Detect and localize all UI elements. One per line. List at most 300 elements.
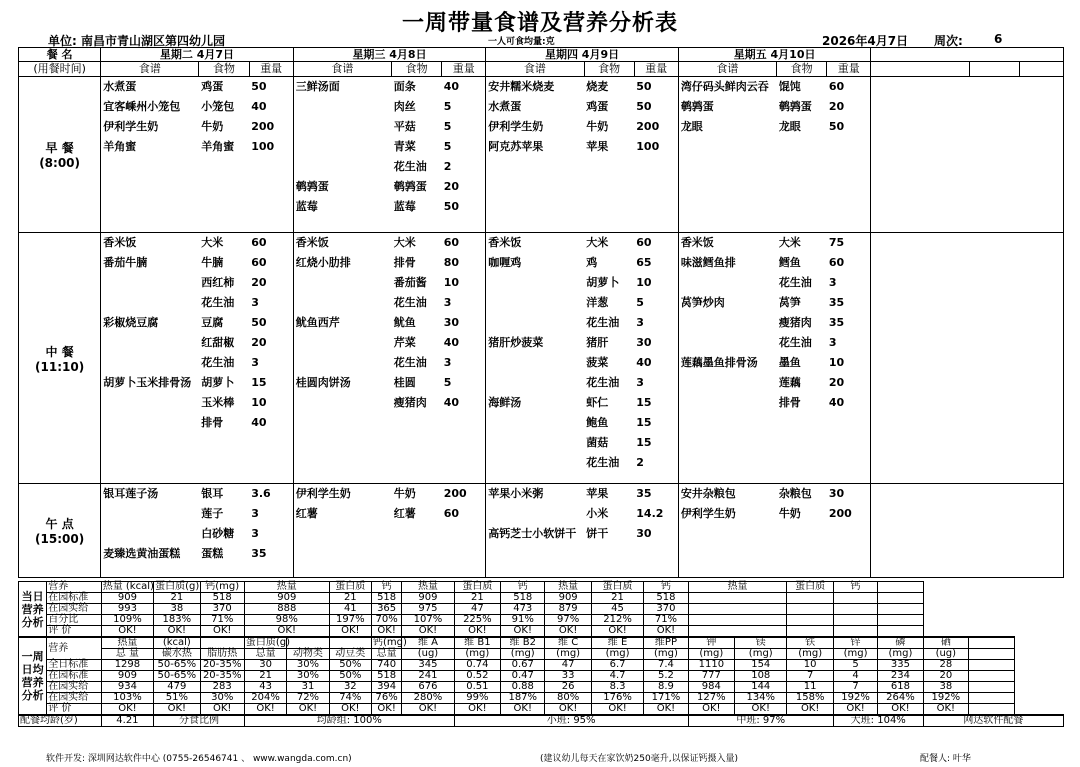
menu-food: 芹菜 <box>393 336 416 349</box>
weekly-value: OK! <box>688 704 734 716</box>
weekly-col-header <box>287 637 329 649</box>
menu-recipe: 三鲜汤面 <box>295 80 340 93</box>
weekly-value: 777 <box>688 671 734 682</box>
weekly-value: 8.9 <box>644 682 688 693</box>
menu-food: 玉米棒 <box>201 396 235 409</box>
weekly-value: 264% <box>878 693 923 704</box>
meal-time-header: (用餐时间) <box>19 62 101 77</box>
lunch-row <box>19 233 1064 484</box>
weekly-col-header <box>329 637 371 649</box>
daily-value: 888 <box>244 604 329 615</box>
weekly-row-label: 全日标准 <box>47 660 101 671</box>
menu-food: 花生油 <box>393 356 427 369</box>
weekly-value: 26 <box>545 682 591 693</box>
weekly-spacer <box>969 649 1015 660</box>
daily-value: 21 <box>154 593 200 604</box>
weekly-value: 0.52 <box>454 671 500 682</box>
menu-food: 银耳 <box>201 487 224 500</box>
menu-item <box>486 233 678 253</box>
menu-recipe: 宜客嵊州小笼包 <box>103 100 181 113</box>
menu-item <box>294 273 486 293</box>
menu-food: 红甜椒 <box>201 336 235 349</box>
daily-value: 47 <box>454 604 500 615</box>
daily-value: 365 <box>371 604 401 615</box>
menu-food: 莲子 <box>201 507 224 520</box>
daily-value: OK! <box>454 626 500 638</box>
menu-item <box>486 453 678 473</box>
menu-item <box>486 137 678 157</box>
weekly-value: 171% <box>644 693 688 704</box>
menu-item <box>679 484 871 504</box>
weekly-value: 0.67 <box>501 660 545 671</box>
weekly-value: 4.7 <box>591 671 643 682</box>
daily-value: 109% <box>101 615 153 626</box>
menu-weight: 20 <box>828 376 845 389</box>
weekly-value: OK! <box>154 704 200 716</box>
day-header: 星期五 4月10日 <box>678 48 871 62</box>
weekly-value: 0.74 <box>454 660 500 671</box>
daily-value: 183% <box>154 615 200 626</box>
menu-item <box>486 273 678 293</box>
menu-item <box>294 484 486 504</box>
menu-food: 苹果 <box>586 140 609 153</box>
menu-item <box>101 137 293 157</box>
col-food: 食物 <box>392 62 442 77</box>
daily-value: 518 <box>644 593 688 604</box>
menu-weight: 2 <box>636 456 644 469</box>
weekly-col-header: (kcal) <box>154 637 200 649</box>
menu-weight: 3.6 <box>251 487 271 500</box>
weekly-value: 740 <box>371 660 401 671</box>
weekly-col-header: 铁 <box>787 637 833 649</box>
weekly-value: 99% <box>454 693 500 704</box>
daily-value: 909 <box>101 593 153 604</box>
menu-recipe: 香米饭 <box>488 236 522 249</box>
menu-cell <box>871 484 1064 578</box>
menu-cell <box>871 77 1064 233</box>
daily-value: 71% <box>200 615 244 626</box>
menu-food: 蛋糕 <box>201 547 224 560</box>
menu-weight: 50 <box>251 80 267 93</box>
daily-value: OK! <box>244 626 329 638</box>
menu-recipe: 香米饭 <box>103 236 137 249</box>
menu-food: 花生油 <box>778 276 812 289</box>
menu-cell <box>871 233 1064 484</box>
menu-weight: 3 <box>251 507 259 520</box>
weekly-value: 51% <box>154 693 200 704</box>
weekly-value: 108 <box>735 671 787 682</box>
menu-recipe: 银耳莲子汤 <box>103 487 159 500</box>
menu-item <box>679 293 871 313</box>
weekly-col-header: 维 B2 <box>501 637 545 649</box>
daily-col-header: 蛋白质(g) <box>155 581 200 592</box>
day-header <box>871 48 1064 62</box>
menu-recipe: 番茄牛腩 <box>103 256 148 269</box>
daily-col-header: 热量 <box>402 582 454 593</box>
menu-item <box>294 293 486 313</box>
weekly-col-header: 蛋白质(g) <box>245 637 291 648</box>
menu-food: 牛奶 <box>393 487 416 500</box>
menu-weight: 20 <box>443 180 460 193</box>
weekly-value: OK! <box>371 704 401 716</box>
mid-class: 中班: 97% <box>688 715 833 727</box>
weekly-value: 33 <box>545 671 591 682</box>
daily-value: 909 <box>244 593 329 604</box>
menu-food: 青菜 <box>393 140 416 153</box>
menu-weight: 200 <box>251 120 275 133</box>
menu-weight: 10 <box>251 396 267 409</box>
weekly-value: OK! <box>402 704 454 716</box>
weekly-value: OK! <box>101 704 153 716</box>
menu-recipe: 莲藕墨鱼排骨汤 <box>680 356 758 369</box>
page-title: 一周带量食谱及营养分析表 <box>401 11 678 36</box>
weekly-col-header: 锌 <box>833 637 877 649</box>
menu-weight: 60 <box>828 256 845 269</box>
menu-weight: 3 <box>251 296 259 309</box>
daily-value: 21 <box>454 593 500 604</box>
weekly-value: OK! <box>329 704 371 716</box>
menu-weight: 100 <box>251 140 275 153</box>
menu-weight: 3 <box>636 376 644 389</box>
weekly-value: 30 <box>244 660 286 671</box>
daily-value: 909 <box>402 593 454 604</box>
menu-food: 排骨 <box>201 416 224 429</box>
weekly-value: 0.88 <box>501 682 545 693</box>
menu-weight: 200 <box>636 120 660 133</box>
col-recipe: 食谱 <box>678 62 776 77</box>
weekly-value: 20 <box>923 671 968 682</box>
daily-col-header: 蛋白质 <box>591 582 643 593</box>
menu-food: 猪肝 <box>586 336 609 349</box>
daily-value: OK! <box>101 626 153 638</box>
menu-weight: 75 <box>828 236 845 249</box>
weekly-value: 32 <box>329 682 371 693</box>
weekly-value: OK! <box>287 704 329 716</box>
menu-recipe: 莴笋炒肉 <box>680 296 725 309</box>
menu-weight: 60 <box>251 236 267 249</box>
weekly-value: 4 <box>833 671 877 682</box>
menu-weight: 60 <box>636 236 652 249</box>
weekly-value: 241 <box>402 671 454 682</box>
weekly-row <box>19 704 1064 716</box>
weekly-value: 74% <box>329 693 371 704</box>
menu-cell <box>101 77 294 233</box>
menu-weight: 40 <box>251 100 267 113</box>
menu-item <box>486 373 678 393</box>
menu-cell <box>293 77 486 233</box>
breakfast-row <box>19 77 1064 233</box>
menu-recipe: 湾仔码头鲜肉云吞 <box>680 80 769 93</box>
daily-col-header: 钙 <box>501 582 545 593</box>
weekly-row <box>19 649 1064 660</box>
menu-cell <box>486 77 679 233</box>
menu-item <box>486 313 678 333</box>
weekly-col-header: 钙(mg) <box>372 637 407 648</box>
menu-weight: 3 <box>443 296 452 309</box>
daily-value: 38 <box>154 604 200 615</box>
weekly-row <box>19 671 1064 682</box>
menu-weight: 40 <box>828 396 845 409</box>
menu-weight: 10 <box>636 276 652 289</box>
ratio-label: 分食比例 <box>154 715 245 727</box>
menu-weight: 15 <box>636 396 652 409</box>
menu-food: 鹌鹑蛋 <box>393 180 427 193</box>
menu-item <box>294 197 486 217</box>
daily-value: OK! <box>402 626 454 638</box>
menu-item <box>679 233 871 253</box>
unit-label: 单位: 南昌市青山湖区第四幼儿园 <box>48 34 225 48</box>
menu-weight: 35 <box>828 316 845 329</box>
menu-item <box>101 373 293 393</box>
menu-item <box>486 524 678 544</box>
menu-weight: 5 <box>443 100 452 113</box>
daily-value: 71% <box>644 615 688 626</box>
menu-item <box>679 253 871 273</box>
menu-weight: 40 <box>443 80 460 93</box>
menu-weight: 200 <box>828 507 852 520</box>
weekly-row <box>19 660 1064 671</box>
weekly-col-header: 维 E <box>591 637 643 649</box>
menu-recipe: 伊利学生奶 <box>488 120 544 133</box>
menu-item <box>486 504 678 524</box>
weekly-value: 50% <box>329 671 371 682</box>
menu-food: 花生油 <box>201 296 235 309</box>
menu-item <box>101 413 293 433</box>
menu-food: 大米 <box>586 236 609 249</box>
menu-weight: 3 <box>443 356 452 369</box>
menu-item <box>486 333 678 353</box>
daily-value <box>787 593 833 604</box>
weekly-value: 30% <box>287 671 329 682</box>
footer-developer: 软件开发: 深圳网达软件中心 (0755-26546741 、 www.wangda.com.cn) <box>46 754 352 764</box>
daily-value: 41 <box>329 604 371 615</box>
age-label: 配餐均龄(岁) <box>19 715 102 727</box>
menu-food: 胡萝卜 <box>201 376 235 389</box>
col-recipe: 食谱 <box>486 62 584 77</box>
menu-item <box>294 157 486 177</box>
menu-weight: 2 <box>443 160 452 173</box>
menu-weight: 3 <box>251 356 259 369</box>
weekly-col-header: 硒 <box>923 637 968 649</box>
weekly-col-unit: (mg) <box>501 649 545 660</box>
daily-value: 21 <box>329 593 371 604</box>
menu-item <box>486 97 678 117</box>
daily-spacer <box>878 604 923 615</box>
weekly-row <box>19 682 1064 693</box>
menu-food: 瘦猪肉 <box>778 316 812 329</box>
weekly-col-unit: (mg) <box>787 649 833 660</box>
menu-food: 大米 <box>778 236 801 249</box>
daily-row <box>19 593 1064 604</box>
daily-spacer <box>878 615 923 626</box>
menu-item <box>486 117 678 137</box>
daily-value: OK! <box>644 626 688 638</box>
menu-weight: 10 <box>443 276 460 289</box>
weekly-value: 21 <box>244 671 286 682</box>
weekly-spacer <box>969 682 1015 693</box>
daily-row <box>19 615 1064 626</box>
menu-cell <box>678 77 871 233</box>
menu-food: 苹果 <box>586 487 609 500</box>
day-header: 星期三 4月8日 <box>293 48 486 62</box>
daily-col-header: 热量 <box>545 582 591 593</box>
daily-value: 518 <box>501 593 545 604</box>
menu-item <box>679 97 871 117</box>
daily-value: 212% <box>591 615 643 626</box>
weekly-value: 1298 <box>101 660 153 671</box>
weekly-value: OK! <box>501 704 545 716</box>
menu-weight: 3 <box>251 527 259 540</box>
weekly-col-unit: 脂肪热 <box>200 649 244 660</box>
weekly-col-unit: (mg) <box>591 649 643 660</box>
menu-food: 烧麦 <box>586 80 609 93</box>
daily-value: 370 <box>200 604 244 615</box>
weekly-spacer <box>969 693 1015 704</box>
menu-food: 瘦猪肉 <box>393 396 427 409</box>
weekly-col-header: 钾 <box>688 637 734 649</box>
daily-value <box>833 626 877 638</box>
daily-row <box>19 604 1064 615</box>
menu-weight: 50 <box>251 316 267 329</box>
daily-value: 91% <box>501 615 545 626</box>
menu-food: 蓝莓 <box>393 200 416 213</box>
weekly-col-header: 维 A <box>402 637 454 649</box>
weekly-row-label: 营养 <box>47 637 101 660</box>
menu-item <box>101 353 293 373</box>
weekly-side-label: 一周日均营养分析 <box>19 637 47 715</box>
weekly-value: OK! <box>545 704 591 716</box>
weekly-value: 80% <box>545 693 591 704</box>
menu-recipe: 水煮蛋 <box>103 80 137 93</box>
weekly-col-unit: 动物类 <box>287 649 329 660</box>
menu-weight: 40 <box>443 336 460 349</box>
weekly-value: 5.2 <box>644 671 688 682</box>
menu-food: 龙眼 <box>778 120 801 133</box>
menu-food: 鹌鹑蛋 <box>778 100 812 113</box>
menu-food: 饼干 <box>586 527 609 540</box>
menu-item <box>679 117 871 137</box>
weekly-value: 72% <box>287 693 329 704</box>
weekly-value: OK! <box>878 704 923 716</box>
menu-table <box>18 47 1064 578</box>
daily-col-header: 蛋白质 <box>787 582 833 593</box>
weekly-value: 134% <box>735 693 787 704</box>
menu-recipe: 味滋鳕鱼排 <box>680 256 736 269</box>
daily-spacer <box>878 593 923 604</box>
daily-col-header: 钙 <box>371 582 401 593</box>
daily-row <box>19 626 1064 638</box>
col-food: 食物 <box>584 62 634 77</box>
menu-recipe: 安井杂粮包 <box>680 487 736 500</box>
menu-recipe: 鱿鱼西芹 <box>295 316 340 329</box>
weekly-spacer <box>969 637 1015 649</box>
daily-value <box>787 615 833 626</box>
weekly-col-header <box>200 637 244 649</box>
menu-food: 菠菜 <box>586 356 609 369</box>
menu-food: 小米 <box>586 507 609 520</box>
menu-weight: 200 <box>443 487 467 500</box>
menu-weight: 60 <box>443 507 460 520</box>
menu-item <box>101 253 293 273</box>
daily-col-header: 钙 <box>644 582 688 593</box>
weekly-col-header: 磷 <box>878 637 923 649</box>
daily-col-header: 钙 <box>833 582 877 593</box>
menu-recipe: 阿克苏苹果 <box>488 140 544 153</box>
col-weight: 重量 <box>634 62 678 77</box>
menu-weight: 5 <box>636 296 644 309</box>
weekly-col-unit: (mg) <box>688 649 734 660</box>
weekly-value: OK! <box>735 704 787 716</box>
daily-value: 370 <box>644 604 688 615</box>
meal-label-breakfast: 早 餐 (8:00) <box>19 77 101 233</box>
daily-spacer <box>878 582 923 593</box>
menu-food: 平菇 <box>393 120 416 133</box>
weekly-value: 50% <box>329 660 371 671</box>
daily-row-label: 在园标准 <box>47 593 101 604</box>
menu-recipe: 香米饭 <box>680 236 714 249</box>
weekly-value: OK! <box>833 704 877 716</box>
col-recipe: 食谱 <box>293 62 391 77</box>
daily-col-header: 蛋白质 <box>454 582 500 593</box>
weekly-row-label: 在园实给 <box>47 693 101 704</box>
weekly-row-label: 在园标准 <box>47 671 101 682</box>
menu-food: 花生油 <box>586 376 620 389</box>
weekly-value: 38 <box>923 682 968 693</box>
daily-value: 45 <box>591 604 643 615</box>
weekly-row-label: 在园实给 <box>47 682 101 693</box>
weekly-value: 345 <box>402 660 454 671</box>
menu-recipe: 红烧小肋排 <box>295 256 351 269</box>
menu-weight: 15 <box>636 436 652 449</box>
menu-item <box>101 333 293 353</box>
menu-weight: 40 <box>443 396 460 409</box>
menu-item <box>294 233 486 253</box>
daily-value <box>688 626 787 638</box>
daily-value: OK! <box>545 626 591 638</box>
daily-value <box>688 604 787 615</box>
menu-item <box>486 353 678 373</box>
weekly-value: 11 <box>787 682 833 693</box>
menu-recipe: 鹌鹑蛋 <box>295 180 329 193</box>
daily-col-header: 钙(mg) <box>200 582 244 593</box>
snack-row <box>19 484 1064 578</box>
menu-cell <box>678 233 871 484</box>
menu-weight: 60 <box>251 256 267 269</box>
menu-recipe: 桂圆肉饼汤 <box>295 376 351 389</box>
menu-item <box>101 313 293 333</box>
meal-name-header: 餐 名 <box>19 48 101 62</box>
daily-value <box>833 615 877 626</box>
menu-cell <box>486 484 679 578</box>
menu-weight: 15 <box>636 416 652 429</box>
menu-recipe: 水煮蛋 <box>488 100 522 113</box>
weekly-value: 43 <box>244 682 286 693</box>
weekly-value: 30% <box>200 693 244 704</box>
menu-item <box>101 97 293 117</box>
weekly-col-unit: 动豆类 <box>329 649 371 660</box>
col-weight: 重量 <box>827 62 871 77</box>
weekly-value: 335 <box>878 660 923 671</box>
menu-item <box>294 97 486 117</box>
menu-weight: 80 <box>443 256 460 269</box>
daily-value: OK! <box>591 626 643 638</box>
menu-weight: 3 <box>636 316 644 329</box>
menu-recipe: 麦臻选黄油蛋糕 <box>103 547 181 560</box>
menu-food: 花生油 <box>201 356 235 369</box>
weekly-col-unit: 总量 <box>371 649 401 660</box>
daily-value: 975 <box>402 604 454 615</box>
weekly-value: OK! <box>591 704 643 716</box>
